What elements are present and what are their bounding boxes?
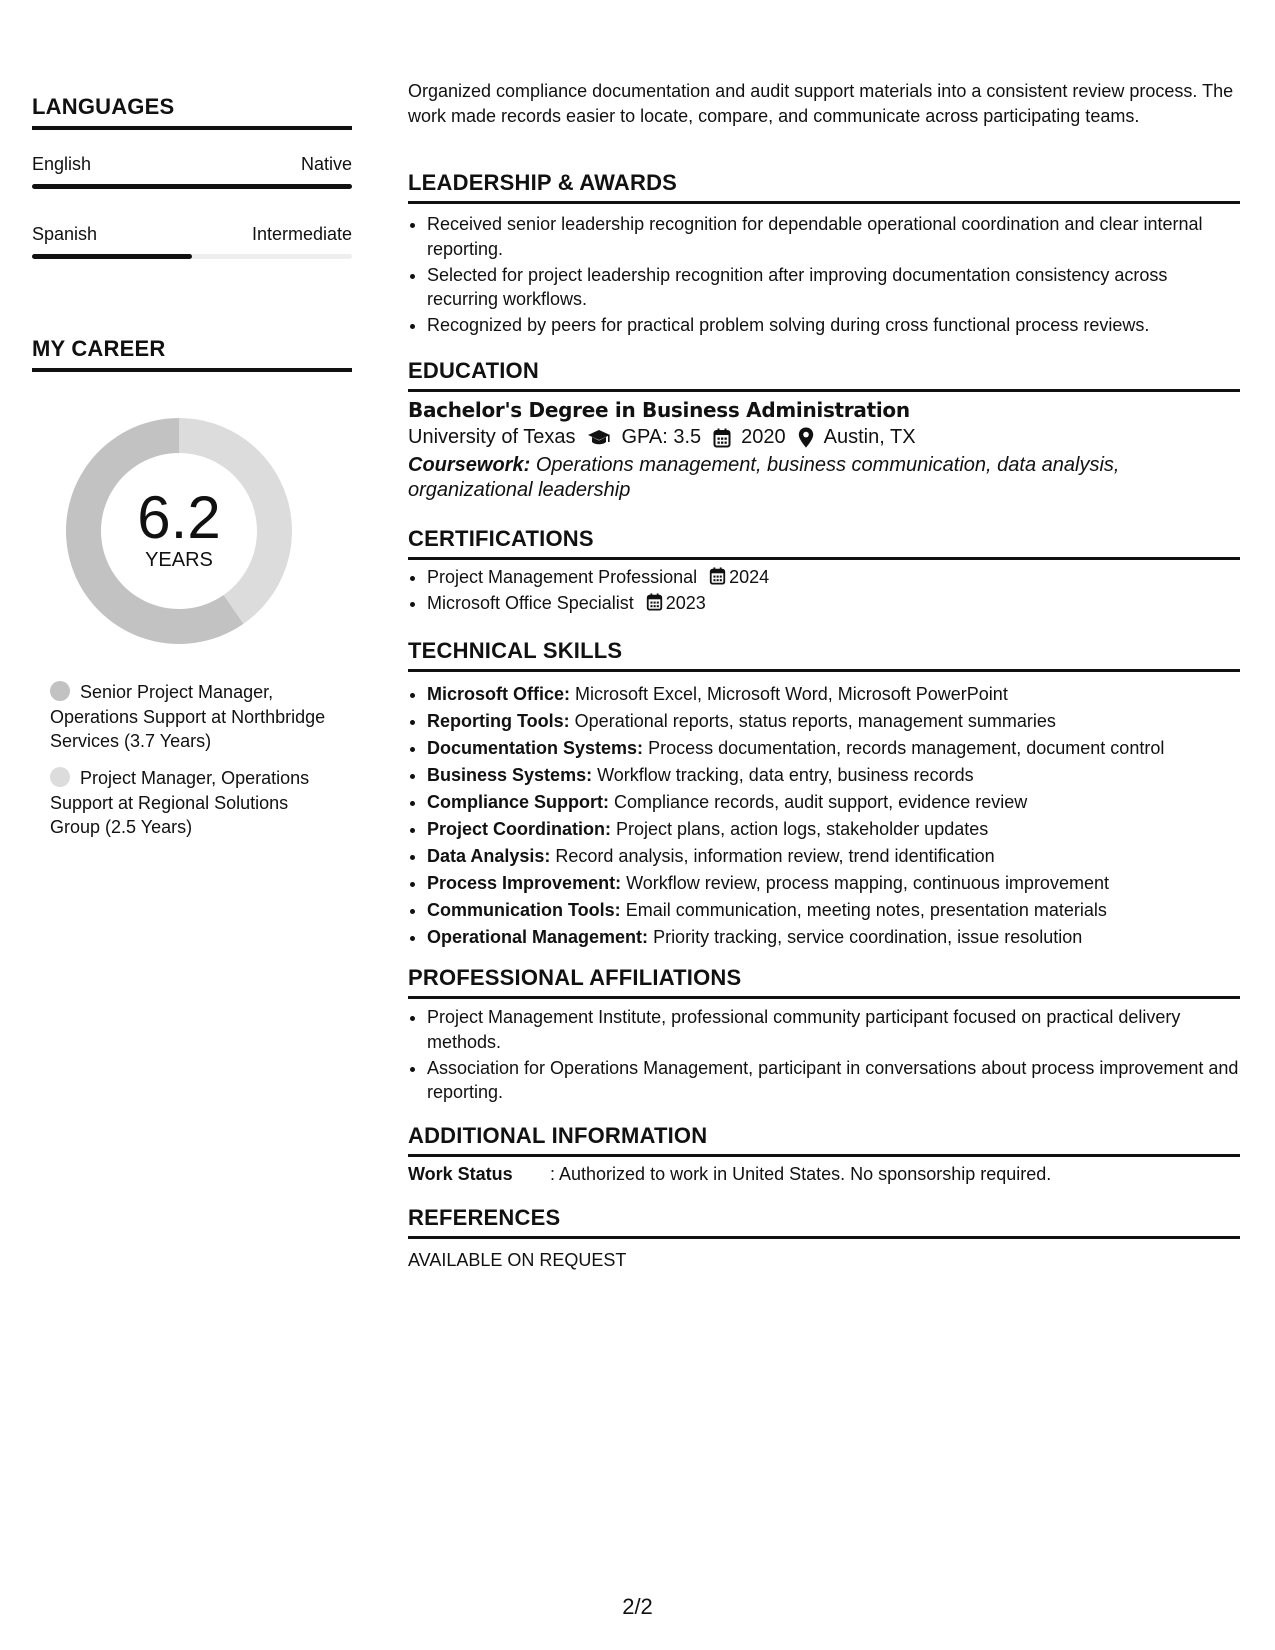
education-year: 2020 (741, 426, 786, 448)
skill-value: Microsoft Excel, Microsoft Word, Microsoft PowerPoint (575, 684, 1008, 704)
education-title: EDUCATION (408, 358, 1240, 392)
list-item (427, 897, 1240, 924)
certifications-title: CERTIFICATIONS (408, 526, 1240, 560)
references-text: AVAILABLE ON REQUEST (408, 1250, 627, 1270)
list-item (427, 789, 1240, 816)
coursework-text: Operations management, business communication, data analysis, organizational leadership (408, 454, 1120, 501)
legend-dot (50, 681, 70, 701)
skill-label: Reporting Tools: (427, 711, 570, 731)
leadership-title: LEADERSHIP & AWARDS (408, 170, 1240, 204)
affiliations-title: PROFESSIONAL AFFILIATIONS (408, 965, 1240, 999)
certification-name: Project Management Professional (427, 567, 698, 587)
language-name: English (32, 154, 92, 174)
list-item (427, 924, 1240, 951)
language-item (32, 154, 352, 189)
list-item (427, 708, 1240, 735)
language-name: Spanish (32, 224, 98, 244)
coursework-label: Coursework: (408, 454, 531, 476)
career-total-unit: YEARS (145, 549, 213, 571)
skill-label: Compliance Support: (427, 792, 610, 812)
career-legend-item (50, 680, 340, 754)
skill-label: Documentation Systems: (427, 738, 644, 758)
list-item: • Recognized by peers for practical problem solving during cross functional process reviews. (427, 313, 1240, 338)
language-bar (32, 184, 352, 189)
certification-name: Microsoft Office Specialist (427, 593, 634, 613)
skill-label: Microsoft Office: (427, 684, 571, 704)
skill-label: Project Coordination: (427, 819, 611, 839)
skill-value: Record analysis, information review, trend identification (555, 846, 995, 866)
language-bar-fill (32, 184, 352, 189)
list-item (427, 816, 1240, 843)
list-item: • Project Management Institute, professional community participant focused on practical delivery methods. (427, 1005, 1240, 1054)
page-number: 2/2 (622, 1594, 653, 1619)
skill-label: Data Analysis: (427, 846, 551, 866)
references-title: REFERENCES (408, 1205, 1240, 1239)
certification-year: 2023 (665, 593, 706, 613)
skills-list (408, 681, 1240, 951)
career-donut (66, 418, 292, 644)
summary-continued: Organized compliance documentation and audit support materials into a consistent review process. The work made records easier to locate, compare, and communicate across participating teams. (408, 81, 1234, 126)
education-coursework (408, 453, 1240, 502)
career-total (66, 418, 292, 644)
education-location: Austin, TX (823, 426, 916, 448)
list-item (427, 681, 1240, 708)
career-total-value: 6.2 (137, 484, 221, 551)
education-entry (408, 398, 1240, 502)
leadership-list (408, 212, 1240, 339)
skill-value: Process documentation, records management, document control (648, 738, 1165, 758)
certification-year: 2024 (729, 567, 770, 587)
calendar-icon (713, 428, 731, 448)
career-title: MY CAREER (32, 336, 352, 372)
languages-title: LANGUAGES (32, 94, 352, 130)
calendar-icon (646, 593, 663, 611)
skill-value: Operational reports, status reports, management summaries (574, 711, 1056, 731)
education-school: University of Texas (408, 426, 576, 448)
language-level: Intermediate (251, 224, 352, 244)
list-item: • Association for Operations Management, participant in conversations about process improvement and reporting. (427, 1056, 1240, 1105)
skill-value: Priority tracking, service coordination, issue resolution (653, 927, 1083, 947)
education-gpa: GPA: 3.5 (621, 426, 702, 448)
skill-label: Business Systems: (427, 765, 593, 785)
certifications-list (408, 564, 1240, 616)
skill-label: Operational Management: (427, 927, 649, 947)
list-item (427, 843, 1240, 870)
language-level: Native (300, 154, 352, 174)
work-status-value: : Authorized to work in United States. No sponsorship required. (550, 1164, 1052, 1184)
work-status-row (408, 1164, 1240, 1185)
skill-value: Project plans, action logs, stakeholder updates (616, 819, 989, 839)
career-legend-text: Project Manager, Operations Support at Regional Solutions Group (2.5 Years) (50, 768, 310, 837)
list-item (427, 762, 1240, 789)
list-item (427, 590, 1240, 616)
list-item (427, 564, 1240, 590)
location-pin-icon (798, 427, 814, 448)
calendar-icon (709, 567, 726, 585)
graduation-cap-icon (587, 429, 611, 447)
skill-label: Communication Tools: (427, 900, 621, 920)
skill-value: Workflow tracking, data entry, business records (597, 765, 974, 785)
affiliations-list (408, 1005, 1240, 1106)
language-item (32, 224, 352, 259)
skill-value: Compliance records, audit support, evidence review (614, 792, 1028, 812)
additional-title: ADDITIONAL INFORMATION (408, 1123, 1240, 1157)
list-item (427, 870, 1240, 897)
career-legend-item (50, 766, 340, 840)
work-status-label: Work Status (408, 1164, 513, 1184)
education-meta (408, 426, 1240, 449)
skill-value: Workflow review, process mapping, continuous improvement (626, 873, 1109, 893)
list-item (427, 735, 1240, 762)
education-degree: Bachelor's Degree in Business Administration (408, 398, 910, 422)
list-item: • Selected for project leadership recognition after improving documentation consistency across recurring workflows. (427, 263, 1240, 312)
legend-dot (50, 767, 70, 787)
language-bar (32, 254, 352, 259)
language-bar-fill (32, 254, 192, 259)
career-legend-text: Senior Project Manager, Operations Support at Northbridge Services (3.7 Years) (50, 682, 326, 751)
skills-title: TECHNICAL SKILLS (408, 638, 1240, 672)
skill-label: Process Improvement: (427, 873, 622, 893)
list-item: • Received senior leadership recognition for dependable operational coordination and clear internal reporting. (427, 212, 1240, 261)
skill-value: Email communication, meeting notes, presentation materials (625, 900, 1107, 920)
